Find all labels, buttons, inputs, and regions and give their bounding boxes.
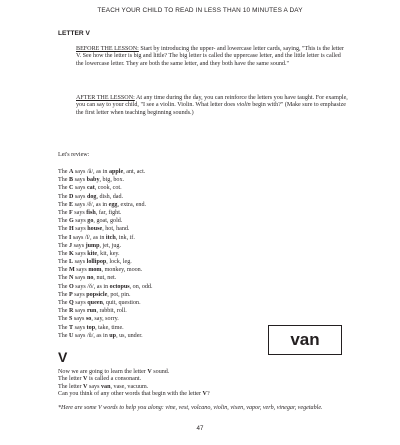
review-row: The B says baby, big, box. [58, 177, 125, 184]
review-row: The T says top, take, time. [58, 324, 124, 331]
before-label: BEFORE THE LESSON: [76, 46, 139, 52]
review-row: The E says /ĕ/, as in egg, extra, end. [58, 201, 147, 208]
review-row: The S says so, say, sorry. [58, 316, 119, 323]
big-letter: V [58, 349, 68, 365]
review-row: The N says no, nut, net. [58, 275, 117, 282]
before-text: Start by introducing the upper- and lowercase letter cards, saying, "This is the letter V. See how the letter is big and little? The big letter is called the uppercase letter, and the little letter is called the lowercase letter. They are both the same letter, and they both have the same sound." [76, 46, 344, 67]
running-header: TEACH YOUR CHILD TO READ IN LESS THAN 10 MINUTES A DAY [97, 7, 303, 14]
word-card: van [268, 325, 342, 355]
now-line: The letter V is called a consonant. [58, 376, 142, 383]
after-italic-word: violin [236, 102, 251, 109]
review-row: The D says dog, dish, dad. [58, 193, 124, 200]
review-row: The G says go, goat, gold. [58, 218, 123, 225]
review-row: The P says popsicle, pot, pin. [58, 291, 131, 298]
now-line: The letter V says van, vase, vacuum. [58, 383, 149, 390]
page-number: 47 [196, 425, 204, 432]
now-line: Now we are going to learn the letter V sound. [58, 369, 170, 375]
review-row: The F says fish, far, fight. [58, 209, 122, 216]
review-row: The L says lollipop, lock, leg. [58, 259, 132, 266]
review-row: The R says run, rabbit, roll. [58, 308, 127, 315]
before-lesson-paragraph [76, 46, 348, 68]
review-row: The K says kite, kit, key. [58, 250, 120, 257]
review-row: The J says jump, jet, jug. [58, 242, 121, 249]
after-lesson-paragraph [76, 95, 348, 117]
review-row: The Q says queen, quit, question. [58, 300, 141, 306]
review-row: The M says mom, monkey, moon. [58, 267, 143, 274]
review-row: The C says cat, cook, cot. [58, 185, 122, 192]
after-label: AFTER THE LESSON: [76, 95, 135, 101]
review-row: The A says /ă/, as in apple, ant, act. [58, 169, 146, 175]
review-row: The O says /ŏ/, as in octopus, on, odd. [58, 283, 153, 290]
after-text: At any time during the day, you can reinforce the letters you have taught. For example, you can say to your child, "I see a violin. Violin. What letter does [76, 95, 348, 109]
review-row: The H says house, hot, hand. [58, 226, 130, 233]
after-text-2: begin with?" (Make sure to emphasize the first letter when teaching beginning sounds.) [76, 102, 346, 116]
now-line: Can you think of any other words that begin with the letter V? [58, 390, 210, 397]
lets-review: Let's review: [58, 152, 90, 158]
now-paragraph [58, 369, 348, 398]
help-words: *Here are some V words to help you along: vine, vest, volcano, violin, vixen, vapor, verb, vinegar, vegetable. [58, 405, 323, 411]
review-row: The U says /ŭ/, as in up, us, under. [58, 332, 143, 339]
review-row: The I says /ĭ/, as in itch, ink, if. [58, 234, 135, 241]
review-list [58, 169, 318, 341]
letter-heading: LETTER V [58, 30, 90, 37]
